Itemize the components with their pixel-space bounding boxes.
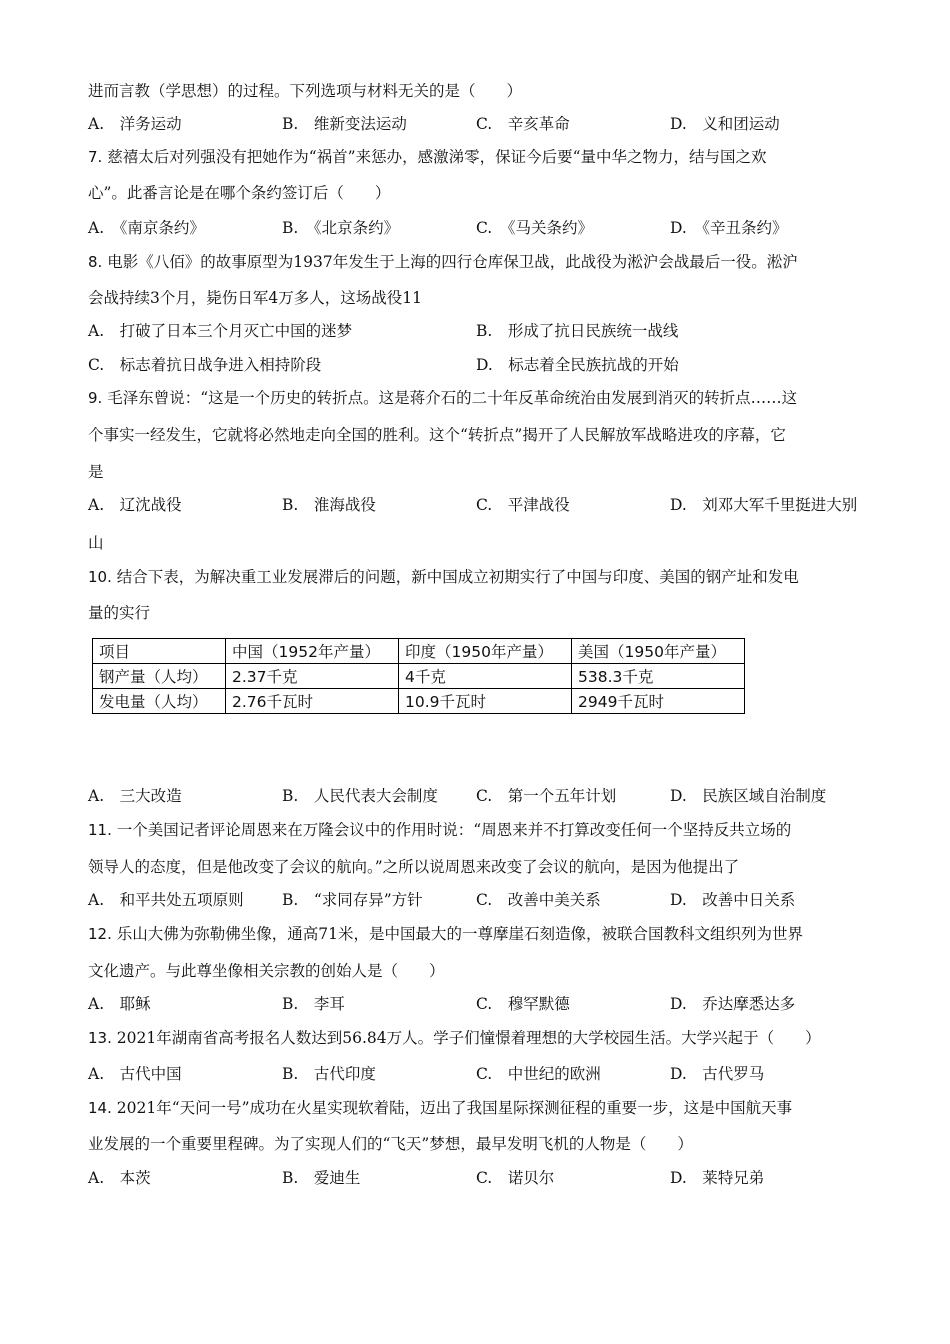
q14-number: 14.: [88, 1099, 112, 1117]
table-cell: 2.37千克: [226, 664, 399, 689]
q10-line-1: 10. 结合下表，为解决重工业发展滞后的问题，新中国成立初期实行了中国与印度、美国的钢产址和发电: [88, 568, 799, 586]
q8-option-a: A. 打破了日本三个月灭亡中国的迷梦: [88, 322, 353, 340]
q13-option-a: A. 古代中国: [88, 1065, 182, 1083]
q11-option-a: A. 和平共处五项原则: [88, 891, 244, 909]
q11-option-b: B. “求同存异”方针: [282, 891, 423, 909]
q11-option-c: C. 改善中美关系: [476, 891, 601, 909]
q7-option-d: D. 《辛丑条约》: [670, 219, 788, 237]
q10-number: 10.: [88, 568, 112, 586]
q9-option-d: D. 刘邓大军千里挺进大别: [670, 496, 858, 514]
q7-option-c: C. 《马关条约》: [476, 219, 593, 237]
q10-option-d: D. 民族区域自治制度: [670, 787, 827, 805]
q9-option-c: C. 平津战役: [476, 496, 570, 514]
table-cell: 4千克: [399, 664, 572, 689]
q9-line-2: 个事实一经发生，它就将必然地走向全国的胜利。这个“转折点”揭开了人民解放军战略进攻的序幕，它: [88, 426, 786, 444]
q14-option-b: B. 爱迪生: [282, 1169, 361, 1187]
q14-option-d: D. 莱特兄弟: [670, 1169, 765, 1187]
q14-option-c: C. 诺贝尔: [476, 1169, 555, 1187]
q12-line-1: 12. 乐山大佛为弥勒佛坐像，通高71米，是中国最大的一尊摩崖石刻造像，被联合国教科文组织列为世界: [88, 925, 804, 943]
table-row: [93, 689, 745, 714]
q13-option-b: B. 古代印度: [282, 1065, 376, 1083]
q11-line-1: 11. 一个美国记者评论周恩来在万隆会议中的作用时说：“周恩来并不打算改变任何一个坚持反共立场的: [88, 821, 792, 839]
q7-option-b: B. 《北京条约》: [282, 219, 400, 237]
q13-number: 13.: [88, 1029, 112, 1047]
q9-option-b: B. 淮海战役: [282, 496, 376, 514]
q8-option-d: D. 标志着全民族抗战的开始: [476, 356, 679, 374]
table-cell: 发电量（人均）: [93, 689, 226, 714]
table-cell: 538.3千克: [572, 664, 745, 689]
q11-line-2: 领导人的态度，但是他改变了会议的航向。”之所以说周恩来改变了会议的航向，是因为他提出了: [88, 858, 740, 876]
q6-option-d: D. 义和团运动: [670, 115, 780, 133]
q7-option-a: A. 《南京条约》: [88, 219, 205, 237]
q12-option-a: A. 耶稣: [88, 995, 151, 1013]
q10-option-b: B. 人民代表大会制度: [282, 787, 438, 805]
table-cell: 10.9千瓦时: [399, 689, 572, 714]
q12-line-2: 文化遗产。与此尊坐像相关宗教的创始人是（ ）: [88, 962, 445, 980]
q6-option-c: C. 辛亥革命: [476, 115, 570, 133]
table-header-row: [93, 639, 745, 664]
q11-option-d: D. 改善中日关系: [670, 891, 796, 909]
q8-line-2: 会战持续3个月，毙伤日军4万多人，这场战役11: [88, 289, 422, 307]
table-row: [93, 664, 745, 689]
q7-number: 7.: [88, 148, 103, 166]
q7-line-1: 7. 慈禧太后对列强没有把她作为“祸首”来惩办，感激涕零，保证今后要“量中华之物力，结与国之欢: [88, 148, 767, 166]
q14-line-2: 业发展的一个重要里程碑。为了实现人们的“飞天”梦想，最早发明飞机的人物是（ ）: [88, 1135, 693, 1153]
table-header-cell: 美国（1950年产量）: [572, 639, 745, 664]
q13-option-d: D. 古代罗马: [670, 1065, 765, 1083]
q13-line-1: 13. 2021年湖南省高考报名人数达到56.84万人。学子们憧憬着理想的大学校园生活。大学兴起于（ ）: [88, 1029, 821, 1047]
q8-number: 8.: [88, 253, 103, 271]
q12-option-c: C. 穆罕默德: [476, 995, 570, 1013]
q6-stem-end: 进而言教（学思想）的过程。下列选项与材料无关的是（ ）: [88, 82, 523, 100]
q14-line-1: 14. 2021年“天问一号”成功在火星实现软着陆，迈出了我国星际探测征程的重要一步，这是中国航天事: [88, 1099, 793, 1117]
table-header-cell: 中国（1952年产量）: [226, 639, 399, 664]
q6-option-b: B. 维新变法运动: [282, 115, 407, 133]
q7-line-2: 心”。此番言论是在哪个条约签订后（ ）: [88, 184, 391, 202]
table-header-cell: 印度（1950年产量）: [399, 639, 572, 664]
q10-option-c: C. 第一个五年计划: [476, 787, 617, 805]
q10-line-2: 量的实行: [88, 604, 151, 622]
table-cell: 2.76千瓦时: [226, 689, 399, 714]
q14-option-a: A. 本茨: [88, 1169, 151, 1187]
table-header-cell: 项目: [93, 639, 226, 664]
q8-line-1: 8. 电影《八佰》的故事原型为1937年发生于上海的四行仓库保卫战，此战役为淞沪会战最后一役。淞沪: [88, 253, 798, 271]
q12-option-d: D. 乔达摩悉达多: [670, 995, 796, 1013]
q6-option-a: A. 洋务运动: [88, 115, 182, 133]
table-cell: 2949千瓦时: [572, 689, 745, 714]
q9-line-3: 是: [88, 463, 104, 481]
q12-number: 12.: [88, 925, 112, 943]
q13-option-c: C. 中世纪的欧洲: [476, 1065, 601, 1083]
q12-option-b: B. 李耳: [282, 995, 345, 1013]
steel-power-comparison-table: [92, 638, 745, 714]
q9-line-1: 9. 毛泽东曾说：“这是一个历史的转折点。这是蒋介石的二十年反革命统治由发展到消灭的转折点……这: [88, 389, 798, 407]
q11-number: 11.: [88, 821, 112, 839]
q10-option-a: A. 三大改造: [88, 787, 182, 805]
q9-option-a: A. 辽沈战役: [88, 496, 182, 514]
table-cell: 钢产量（人均）: [93, 664, 226, 689]
q9-number: 9.: [88, 389, 103, 407]
q8-option-c: C. 标志着抗日战争进入相持阶段: [88, 356, 322, 374]
q8-option-b: B. 形成了抗日民族统一战线: [476, 322, 679, 340]
q9-option-d-wrap: 山: [88, 534, 104, 552]
